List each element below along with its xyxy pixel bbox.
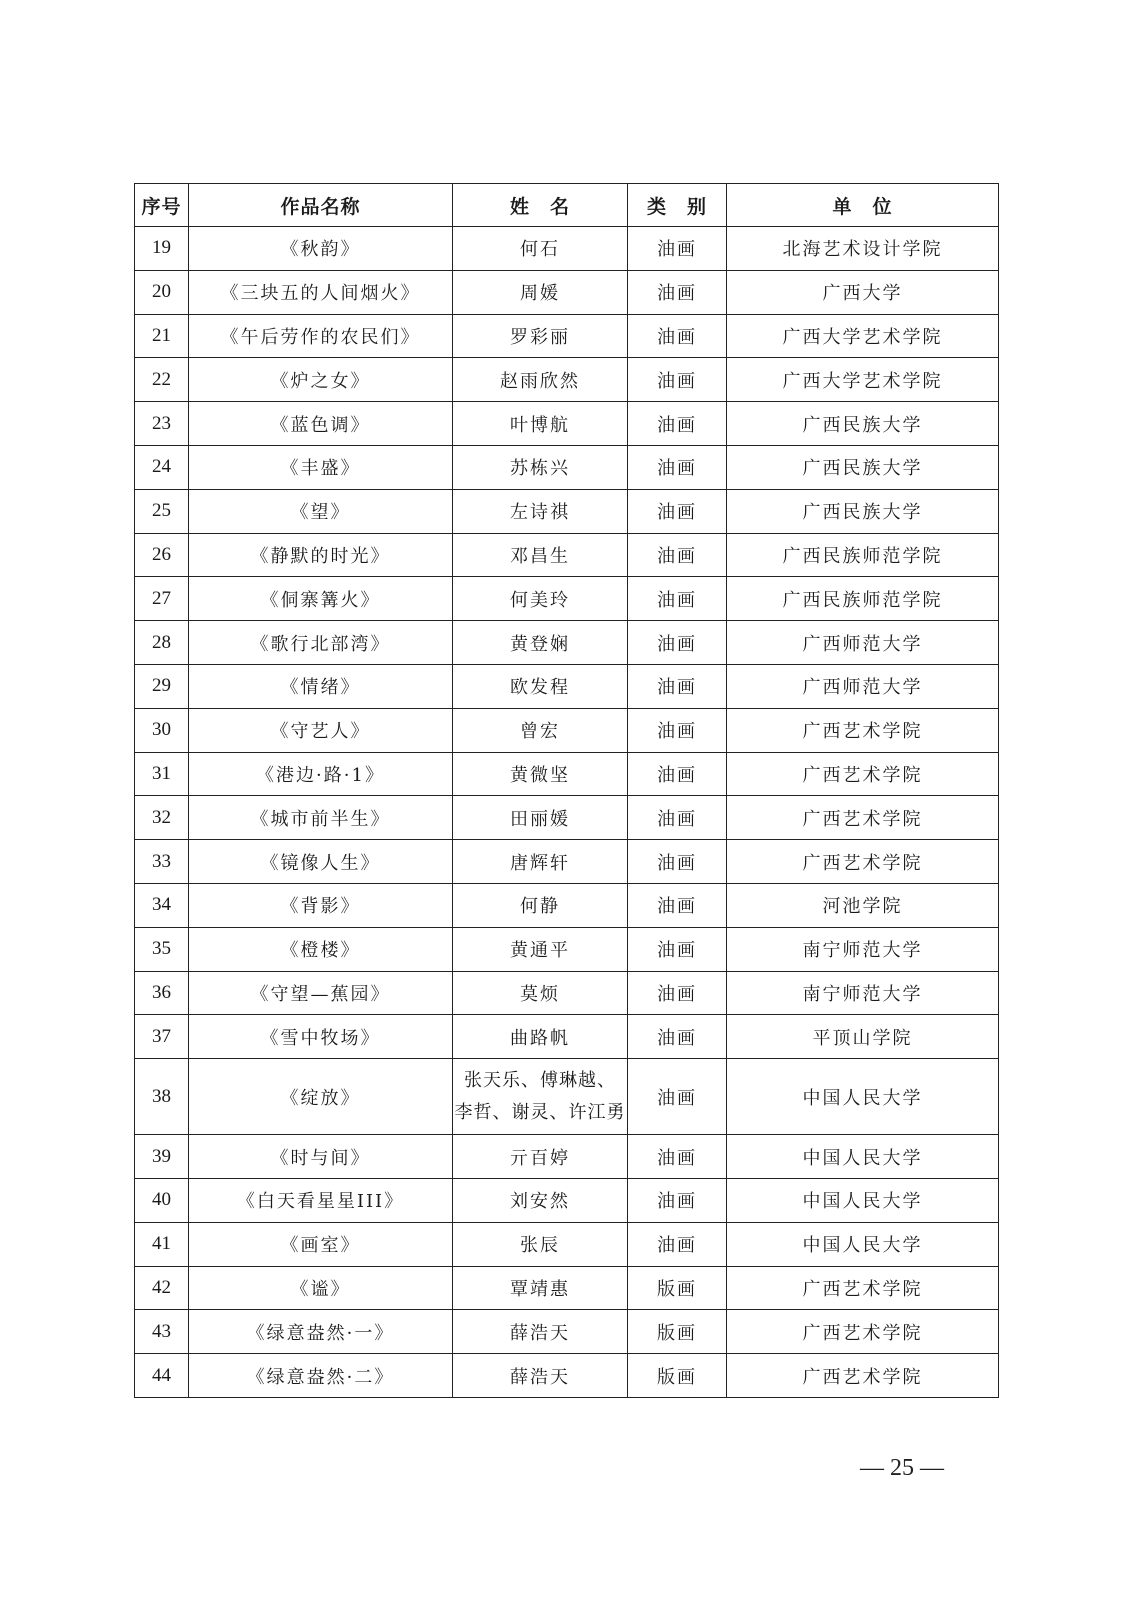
cell-category: 油画: [628, 1222, 727, 1266]
cell-unit: 广西民族师范学院: [727, 533, 999, 577]
cell-serial-number: 25: [135, 489, 189, 533]
page-number: — 25 —: [860, 1455, 944, 1481]
header-author-name: 姓 名: [453, 184, 628, 227]
cell-author-name: 曾宏: [453, 708, 628, 752]
cell-work-title: 《丰盛》: [189, 445, 453, 489]
table-row: [135, 927, 999, 971]
cell-unit: 北海艺术设计学院: [727, 227, 999, 271]
cell-unit: 广西民族大学: [727, 402, 999, 446]
cell-serial-number: 24: [135, 445, 189, 489]
cell-work-title: 《雪中牧场》: [189, 1015, 453, 1059]
cell-work-title: 《港边·路·1》: [189, 752, 453, 796]
cell-category: 油画: [628, 402, 727, 446]
cell-category: 油画: [628, 664, 727, 708]
table-row: [135, 1222, 999, 1266]
cell-unit: 河池学院: [727, 883, 999, 927]
cell-serial-number: 21: [135, 314, 189, 358]
cell-category: 油画: [628, 227, 727, 271]
cell-unit: 南宁师范大学: [727, 971, 999, 1015]
cell-unit: 广西艺术学院: [727, 796, 999, 840]
cell-category: 油画: [628, 489, 727, 533]
cell-category: 油画: [628, 270, 727, 314]
cell-serial-number: 32: [135, 796, 189, 840]
header-serial-number: 序号: [135, 184, 189, 227]
cell-work-title: 《午后劳作的农民们》: [189, 314, 453, 358]
cell-unit: 中国人民大学: [727, 1135, 999, 1179]
cell-work-title: 《画室》: [189, 1222, 453, 1266]
cell-serial-number: 29: [135, 664, 189, 708]
cell-category: 油画: [628, 840, 727, 884]
cell-unit: 广西民族大学: [727, 445, 999, 489]
cell-serial-number: 38: [135, 1059, 189, 1135]
cell-work-title: 《背影》: [189, 883, 453, 927]
cell-unit: 平顶山学院: [727, 1015, 999, 1059]
cell-serial-number: 27: [135, 577, 189, 621]
cell-unit: 广西艺术学院: [727, 1310, 999, 1354]
cell-author-name: 黄微坚: [453, 752, 628, 796]
cell-work-title: 《守望—蕉园》: [189, 971, 453, 1015]
cell-work-title: 《镜像人生》: [189, 840, 453, 884]
cell-unit: 广西师范大学: [727, 664, 999, 708]
cell-author-name: 左诗祺: [453, 489, 628, 533]
table-row: [135, 840, 999, 884]
cell-serial-number: 23: [135, 402, 189, 446]
cell-author-name: 何静: [453, 883, 628, 927]
cell-work-title: 《绿意盎然·一》: [189, 1310, 453, 1354]
cell-unit: 广西艺术学院: [727, 752, 999, 796]
cell-unit: 广西艺术学院: [727, 1354, 999, 1398]
cell-author-name: 莫烦: [453, 971, 628, 1015]
cell-work-title: 《炉之女》: [189, 358, 453, 402]
cell-serial-number: 39: [135, 1135, 189, 1179]
cell-serial-number: 36: [135, 971, 189, 1015]
cell-serial-number: 19: [135, 227, 189, 271]
table-row: [135, 1354, 999, 1398]
table-row: [135, 402, 999, 446]
table-row: [135, 796, 999, 840]
cell-work-title: 《望》: [189, 489, 453, 533]
cell-category: 油画: [628, 1135, 727, 1179]
cell-work-title: 《谧》: [189, 1266, 453, 1310]
cell-category: 油画: [628, 796, 727, 840]
cell-serial-number: 44: [135, 1354, 189, 1398]
cell-category: 油画: [628, 708, 727, 752]
cell-author-name: 覃靖惠: [453, 1266, 628, 1310]
cell-work-title: 《情绪》: [189, 664, 453, 708]
cell-author-name: 唐辉轩: [453, 840, 628, 884]
cell-author-name: 何石: [453, 227, 628, 271]
table-row: [135, 621, 999, 665]
cell-category: 版画: [628, 1354, 727, 1398]
cell-author-name: 邓昌生: [453, 533, 628, 577]
cell-author-name: 叶博航: [453, 402, 628, 446]
cell-author-name: 周媛: [453, 270, 628, 314]
cell-unit: 广西大学艺术学院: [727, 314, 999, 358]
table-row: [135, 664, 999, 708]
cell-work-title: 《时与间》: [189, 1135, 453, 1179]
cell-author-name: 亓百婷: [453, 1135, 628, 1179]
cell-work-title: 《秋韵》: [189, 227, 453, 271]
cell-category: 油画: [628, 358, 727, 402]
cell-serial-number: 28: [135, 621, 189, 665]
cell-serial-number: 20: [135, 270, 189, 314]
cell-serial-number: 30: [135, 708, 189, 752]
table-row: [135, 971, 999, 1015]
cell-author-name: 苏栋兴: [453, 445, 628, 489]
table-header: [135, 184, 999, 227]
award-list-table: [134, 183, 999, 1398]
table-row: [135, 1015, 999, 1059]
cell-author-name: 欧发程: [453, 664, 628, 708]
cell-category: 版画: [628, 1310, 727, 1354]
cell-category: 油画: [628, 621, 727, 665]
cell-serial-number: 43: [135, 1310, 189, 1354]
cell-work-title: 《城市前半生》: [189, 796, 453, 840]
table-row: [135, 1135, 999, 1179]
cell-unit: 广西大学: [727, 270, 999, 314]
cell-author-name: 黄通平: [453, 927, 628, 971]
cell-category: 油画: [628, 971, 727, 1015]
cell-category: 油画: [628, 577, 727, 621]
header-unit: 单 位: [727, 184, 999, 227]
table-row: [135, 883, 999, 927]
cell-unit: 广西大学艺术学院: [727, 358, 999, 402]
cell-category: 油画: [628, 1015, 727, 1059]
table-row: [135, 577, 999, 621]
cell-unit: 广西艺术学院: [727, 708, 999, 752]
cell-serial-number: 31: [135, 752, 189, 796]
cell-work-title: 《绽放》: [189, 1059, 453, 1135]
cell-unit: 中国人民大学: [727, 1222, 999, 1266]
cell-serial-number: 42: [135, 1266, 189, 1310]
cell-category: 油画: [628, 314, 727, 358]
cell-author-name: 曲路帆: [453, 1015, 628, 1059]
table-row: [135, 1310, 999, 1354]
cell-author-names: [453, 1059, 628, 1135]
cell-category: 油画: [628, 445, 727, 489]
table-row: [135, 1178, 999, 1222]
cell-author-name: 何美玲: [453, 577, 628, 621]
cell-serial-number: 22: [135, 358, 189, 402]
author-names-line-1: 张天乐、傅琳越、: [464, 1069, 616, 1091]
table-row: [135, 708, 999, 752]
cell-serial-number: 35: [135, 927, 189, 971]
cell-author-name: 黄登娴: [453, 621, 628, 665]
cell-work-title: 《三块五的人间烟火》: [189, 270, 453, 314]
table-row: [135, 358, 999, 402]
cell-author-name: 张辰: [453, 1222, 628, 1266]
header-category: 类 别: [628, 184, 727, 227]
table-row: [135, 489, 999, 533]
cell-unit: 中国人民大学: [727, 1059, 999, 1135]
table-row: [135, 445, 999, 489]
cell-unit: 广西艺术学院: [727, 1266, 999, 1310]
cell-serial-number: 26: [135, 533, 189, 577]
cell-work-title: 《歌行北部湾》: [189, 621, 453, 665]
table-body: [135, 227, 999, 1398]
cell-author-name: 薛浩天: [453, 1354, 628, 1398]
table-header-row: [135, 184, 999, 227]
cell-category: 油画: [628, 533, 727, 577]
cell-unit: 中国人民大学: [727, 1178, 999, 1222]
cell-author-name: 田丽媛: [453, 796, 628, 840]
cell-category: 油画: [628, 883, 727, 927]
cell-author-name: 赵雨欣然: [453, 358, 628, 402]
header-work-title: 作品名称: [189, 184, 453, 227]
cell-category: 油画: [628, 1059, 727, 1135]
cell-author-name: 刘安然: [453, 1178, 628, 1222]
cell-serial-number: 37: [135, 1015, 189, 1059]
cell-unit: 广西师范大学: [727, 621, 999, 665]
table-row: [135, 1266, 999, 1310]
cell-work-title: 《橙楼》: [189, 927, 453, 971]
cell-work-title: 《守艺人》: [189, 708, 453, 752]
cell-author-name: 罗彩丽: [453, 314, 628, 358]
table-row: [135, 752, 999, 796]
table-row: [135, 533, 999, 577]
table-row: [135, 314, 999, 358]
cell-category: 油画: [628, 752, 727, 796]
table-row: [135, 270, 999, 314]
cell-work-title: 《绿意盎然·二》: [189, 1354, 453, 1398]
cell-serial-number: 33: [135, 840, 189, 884]
cell-work-title: 《侗寨篝火》: [189, 577, 453, 621]
table-row: [135, 1059, 999, 1135]
cell-work-title: 《白天看星星III》: [189, 1178, 453, 1222]
cell-unit: 广西民族师范学院: [727, 577, 999, 621]
cell-category: 版画: [628, 1266, 727, 1310]
cell-category: 油画: [628, 1178, 727, 1222]
cell-work-title: 《蓝色调》: [189, 402, 453, 446]
cell-serial-number: 41: [135, 1222, 189, 1266]
cell-unit: 广西艺术学院: [727, 840, 999, 884]
cell-serial-number: 34: [135, 883, 189, 927]
cell-work-title: 《静默的时光》: [189, 533, 453, 577]
cell-category: 油画: [628, 927, 727, 971]
cell-author-name: 薛浩天: [453, 1310, 628, 1354]
author-names-line-2: 李哲、谢灵、许江勇: [454, 1101, 626, 1123]
table-row: [135, 227, 999, 271]
cell-unit: 广西民族大学: [727, 489, 999, 533]
cell-unit: 南宁师范大学: [727, 927, 999, 971]
cell-serial-number: 40: [135, 1178, 189, 1222]
